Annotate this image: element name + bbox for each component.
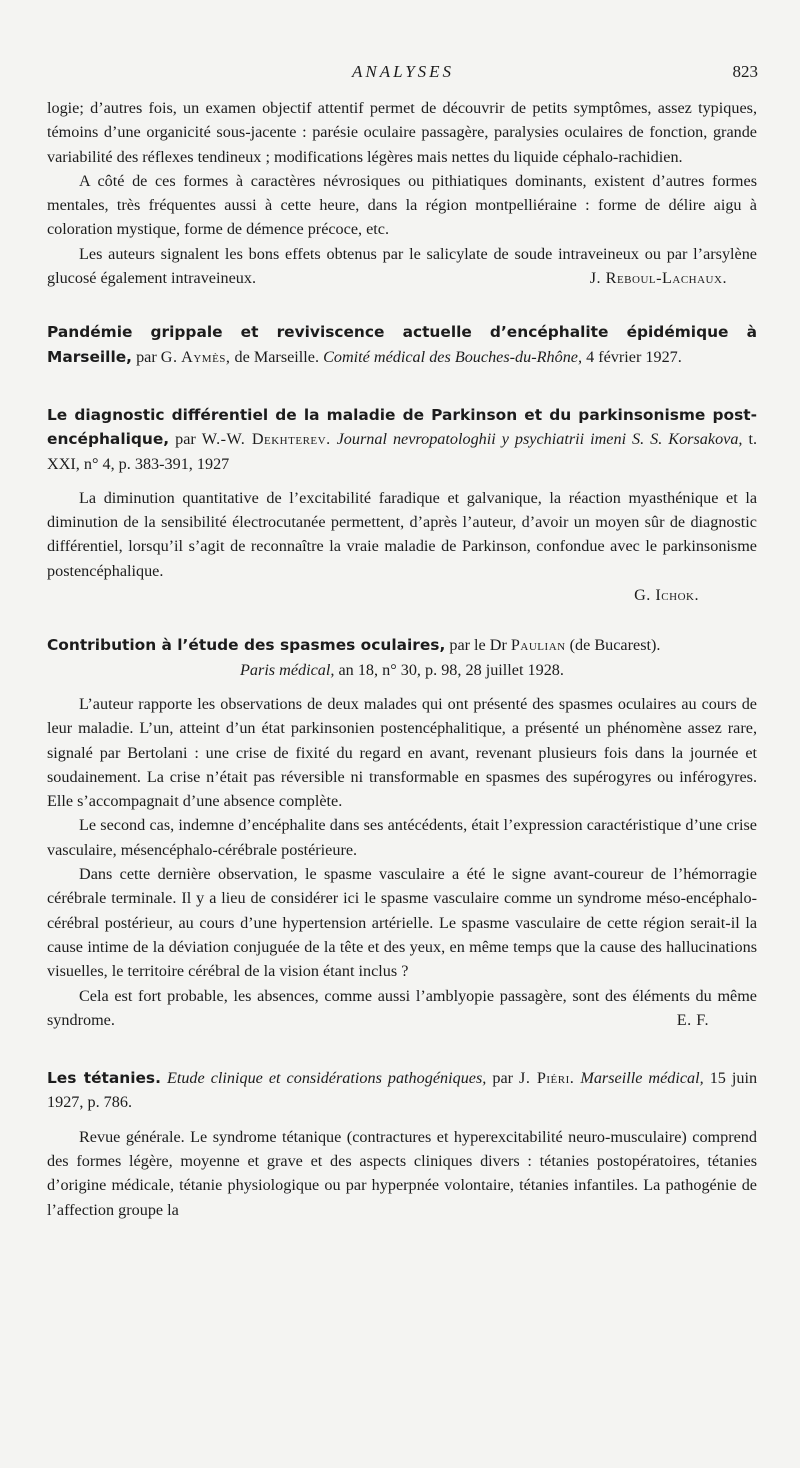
entry-4-source-details: 15 juin 1927, p. 786. <box>47 1069 758 1112</box>
entry-3-paragraph-1: L’auteur rapporte les observations de deux malades qui ont présenté des spasmes oculaires au cours de leur maladie. L’un, atteint d’un état parkinsonien postencéphalitique, a présenté un phénomène assez rare, signalé par Bertolani : une crise de fixité du regard en avant, revenant plusieurs fois dans la journée et soudainement. La crise n’était pas réversible ni transformable en spasmes des supérogyres ou inférogyres. Elle s’accompagnait d’une absence complète. <box>47 694 757 811</box>
entry-4-body: Revue générale. Le syndrome tétanique (contractures et hyperexcitabilité neuro-musculaire) comprend des formes légère, moyenne et grave et des aspects cliniques divers : tétanies postopératoires, tétanies d’origine médicale, tétanie physiologique ou par hyperpnée volontaire, tétanies infantiles. La pathogénie de l’affection groupe la <box>47 1127 757 1219</box>
entry-4 <box>47 1066 757 1222</box>
entry-2-title: Le diagnostic différentiel de la maladie de Parkinson et du parkinsonisme post-encéphalique, <box>47 405 757 449</box>
entry-2-heading <box>47 403 757 476</box>
entry-4-heading <box>47 1066 757 1115</box>
entry-2 <box>47 403 757 607</box>
entry-2-source-journal: Journal nevropatologhii y psychiatrii imeni S. S. Korsakova, <box>336 430 743 449</box>
entry-2-author-prefix: par <box>175 430 196 449</box>
entry-4-source-journal: Marseille médical, <box>580 1069 704 1088</box>
entry-3-source-details: an 18, n° 30, p. 98, 28 juillet 1928. <box>338 660 564 679</box>
entry-4-title: Les tétanies. <box>47 1069 161 1088</box>
entry-2-author: W.-W. Dekhterev. <box>201 430 331 449</box>
entry-4-author: J. Piéri. <box>519 1069 575 1088</box>
entry-2-signature-text: G. Ichok. <box>634 586 699 605</box>
entry-3-signature: E. F. <box>676 1010 709 1029</box>
page-number: 823 <box>732 62 758 81</box>
running-title: ANALYSES <box>351 62 455 81</box>
entry-4-author-prefix: par <box>492 1069 514 1088</box>
entry-3-paragraph-3: Dans cette dernière observation, le spasme vasculaire a été le signe avant-coureur de l’hémorragie cérébrale terminale. Il y a lieu de considérer ici le spasme vasculaire comme un syndrome méso-encéphalo-cérébral postérieur, au cours d’une hypertension artérielle. Le spasme vasculaire de cette région serait-il la cause intime de la déviation conjuguée de la tête et des yeux, en même temps que la cause des hallucinations visuelles, le territoire cérébral de la vision étant inclus ? <box>47 865 757 981</box>
page-text <box>47 96 757 1222</box>
entry-3-source-journal: Paris médical, <box>240 660 335 679</box>
entry-1-source-plain: de Marseille. <box>234 347 320 366</box>
intro-paragraph-1: logie; d’autres fois, un examen objectif attentif permet de découvrir de petits symptômes, assez typiques, témoins d’une organicité sous-jacente : parésie oculaire passagère, paralysies oculaires de fonction, grande variabilité des réflexes tendineux ; modifications légères mais nettes du liquide céphalo-rachidien. <box>47 99 757 166</box>
entry-3-author: Paulian <box>510 636 566 655</box>
entry-2-signature <box>47 583 757 607</box>
entry-1 <box>47 320 757 369</box>
entry-2-body: La diminution quantitative de l’excitabilité faradique et galvanique, la réaction myasthénique et la diminution de la sensibilité électrocutanée permettent, d’après l’auteur, d’avoir un moyen sûr de diagnostic différentiel, lorsqu’il s’agit de reconnaître la vraie maladie de Parkinson, confondue avec le parkinsonisme postencéphalique. <box>47 488 757 580</box>
intro-paragraph-3-text: Les auteurs signalent les bons effets obtenus par le salicylate de soude intraveineux ou par l’arsylène glucosé également intraveineux. <box>47 244 757 288</box>
intro-paragraph-2: A côté de ces formes à caractères névrosiques ou pithiatiques dominants, existent d’autres formes mentales, très fréquentes aussi à cette heure, dans la région montpelliéraine : forme de délire aigu à coloration mystique, forme de démence précoce, etc. <box>47 171 757 239</box>
entry-3-source-plain: (de Bucarest). <box>569 636 661 655</box>
entry-3-paragraph-2: Le second cas, indemne d’encéphalite dans ses antécédents, était l’expression caractéristique d’une crise vasculaire, mésencéphalo-cérébrale postérieure. <box>47 816 757 859</box>
entry-1-author-prefix: par <box>136 347 157 366</box>
entry-3-author-prefix: par le Dr <box>449 636 507 655</box>
entry-1-heading <box>47 320 757 369</box>
entry-3-heading <box>47 633 757 657</box>
intro-paragraph-3 <box>47 242 757 291</box>
entry-1-title: Pandémie grippale et reviviscence actuelle d’encéphalite épidémique à Marseille, <box>47 323 757 366</box>
entry-3-source <box>47 658 757 682</box>
entry-1-source-details: 4 février 1927. <box>586 347 682 366</box>
entry-3-paragraph-4-text: Cela est fort probable, les absences, comme aussi l’amblyopie passagère, sont des éléments du même syndrome. <box>47 986 757 1029</box>
entry-3-title: Contribution à l’étude des spasmes oculaires, <box>47 636 446 655</box>
entry-4-subtitle: Etude clinique et considérations pathogéniques, <box>166 1069 487 1088</box>
entry-1-source-journal: Comité médical des Bouches-du-Rhône, <box>323 347 583 366</box>
entry-3 <box>47 633 757 1032</box>
entry-3-paragraph-4 <box>47 984 757 1033</box>
entry-1-author: G. Aymès, <box>160 347 231 366</box>
intro-signature: J. Reboul-Lachaux. <box>589 269 727 288</box>
running-head <box>48 62 758 88</box>
entry-2-source-details: t. XXI, n° 4, p. 383-391, 1927 <box>47 430 758 473</box>
